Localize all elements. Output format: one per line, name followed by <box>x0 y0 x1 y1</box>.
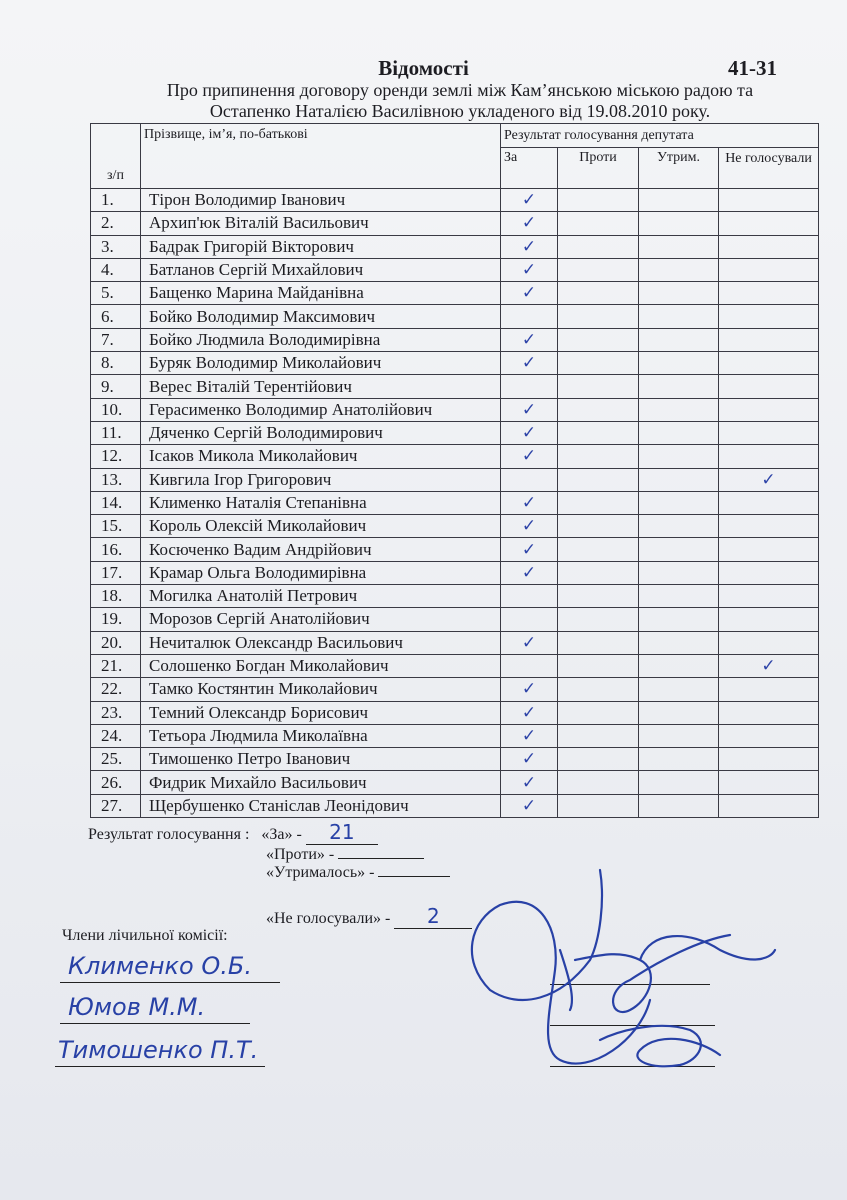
summary-label: Результат голосування : <box>88 826 250 843</box>
summary-not-voted-label: «Не голосували» - <box>266 910 391 927</box>
checkmark-icon: ✓ <box>521 423 537 444</box>
deputy-name: Герасименко Володимир Анатолійович <box>141 398 501 421</box>
row-number: 18. <box>91 585 141 608</box>
deputy-name: Тірон Володимир Іванович <box>141 189 501 212</box>
checkmark-icon: ✓ <box>521 446 537 467</box>
header-number: з/п <box>91 124 141 189</box>
deputy-name: Темний Олександр Борисович <box>141 701 501 724</box>
deputy-name: Бащенко Марина Майданівна <box>141 282 501 305</box>
header-name: Прізвище, ім’я, по-батькові <box>141 124 501 189</box>
checkmark-icon: ✓ <box>521 795 537 816</box>
checkmark-icon: ✓ <box>521 516 537 537</box>
row-number: 9. <box>91 375 141 398</box>
row-number: 6. <box>91 305 141 328</box>
row-number: 11. <box>91 421 141 444</box>
checkmark-icon: ✓ <box>521 353 537 374</box>
checkmark-icon: ✓ <box>521 632 537 653</box>
deputy-name: Бадрак Григорій Вікторович <box>141 235 501 258</box>
row-number: 19. <box>91 608 141 631</box>
committee-label: Члени лічильної комісії: <box>62 927 228 944</box>
header-against: Проти <box>558 148 639 189</box>
row-number: 17. <box>91 561 141 584</box>
deputy-name: Король Олексій Миколайович <box>141 515 501 538</box>
signature-scribble-2 <box>560 935 730 1012</box>
deputy-name: Кивгила Ігор Григорович <box>141 468 501 491</box>
subtitle-line-1: Про припинення договору оренди землі між Кам’янською міською радою та <box>166 80 754 100</box>
row-number: 2. <box>91 212 141 235</box>
document-title: Відомості <box>378 56 469 80</box>
checkmark-icon: ✓ <box>521 260 537 281</box>
row-number: 13. <box>91 468 141 491</box>
deputy-name: Фидрик Михайло Васильович <box>141 771 501 794</box>
row-number: 26. <box>91 771 141 794</box>
row-number: 23. <box>91 701 141 724</box>
deputy-name: Архип'юк Віталій Васильович <box>141 212 501 235</box>
checkmark-icon: ✓ <box>521 679 537 700</box>
checkmark-icon: ✓ <box>521 702 537 723</box>
deputy-name: Нечиталюк Олександр Васильович <box>141 631 501 654</box>
deputy-name: Ісаков Микола Миколайович <box>141 445 501 468</box>
summary-for-value: 21 <box>329 820 355 844</box>
row-number: 25. <box>91 748 141 771</box>
row-number: 12. <box>91 445 141 468</box>
row-number: 27. <box>91 794 141 817</box>
header-for: За <box>501 148 558 189</box>
row-number: 3. <box>91 235 141 258</box>
row-number: 16. <box>91 538 141 561</box>
deputy-name: Солошенко Богдан Миколайович <box>141 654 501 677</box>
deputy-name: Тамко Костянтин Миколайович <box>141 678 501 701</box>
checkmark-icon: ✓ <box>521 562 537 583</box>
deputy-name: Буряк Володимир Миколайович <box>141 352 501 375</box>
checkmark-icon: ✓ <box>521 329 537 350</box>
checkmark-icon: ✓ <box>521 539 537 560</box>
deputy-name: Крамар Ольга Володимирівна <box>141 561 501 584</box>
deputy-name: Косюченко Вадим Андрійович <box>141 538 501 561</box>
checkmark-icon: ✓ <box>521 190 537 211</box>
row-number: 7. <box>91 328 141 351</box>
deputy-name: Тетьора Людмила Миколаївна <box>141 724 501 747</box>
row-number: 10. <box>91 398 141 421</box>
committee-member-2: Юмов М.М. <box>68 993 206 1021</box>
row-number: 5. <box>91 282 141 305</box>
checkmark-icon: ✓ <box>521 725 537 746</box>
checkmark-icon: ✓ <box>521 236 537 257</box>
checkmark-icon: ✓ <box>521 749 537 770</box>
deputy-name: Клименко Наталія Степанівна <box>141 491 501 514</box>
summary-for-label: «За» - <box>261 826 302 843</box>
checkmark-icon: ✓ <box>521 493 537 513</box>
checkmark-icon: ✓ <box>521 213 537 234</box>
summary-against-label: «Проти» - <box>266 846 335 863</box>
committee-member-3: Тимошенко П.Т. <box>58 1036 259 1064</box>
row-number: 22. <box>91 678 141 701</box>
header-abstain: Утрим. <box>639 148 719 189</box>
deputy-name: Бойко Людмила Володимирівна <box>141 328 501 351</box>
deputy-name: Тимошенко Петро Іванович <box>141 748 501 771</box>
checkmark-icon: ✓ <box>521 772 537 793</box>
row-number: 14. <box>91 491 141 514</box>
row-number: 24. <box>91 724 141 747</box>
row-number: 1. <box>91 189 141 212</box>
summary-abstain-label: «Утрималось» - <box>266 864 375 881</box>
deputy-name: Дяченко Сергій Володимирович <box>141 421 501 444</box>
signature-scribble-1 <box>472 870 650 1064</box>
committee-member-1: Клименко О.Б. <box>68 952 252 980</box>
row-number: 4. <box>91 258 141 281</box>
header-result: Результат голосування депутата <box>501 124 819 148</box>
header-not-voted: Не голосували <box>719 148 819 189</box>
checkmark-icon: ✓ <box>521 283 537 304</box>
document-number: 41-31 <box>728 56 777 80</box>
subtitle-line-2: Остапенко Наталією Василівною укладеного від 19.08.2010 року. <box>209 101 711 121</box>
deputy-name: Бойко Володимир Максимович <box>141 305 501 328</box>
row-number: 21. <box>91 654 141 677</box>
row-number: 8. <box>91 352 141 375</box>
checkmark-icon: ✓ <box>761 656 776 677</box>
checkmark-icon: ✓ <box>761 469 776 490</box>
summary-not-voted-value: 2 <box>426 904 440 928</box>
checkmark-icon: ✓ <box>521 399 537 420</box>
row-number: 15. <box>91 515 141 538</box>
deputy-name: Морозов Сергій Анатолійович <box>141 608 501 631</box>
deputy-name: Верес Віталій Терентійович <box>141 375 501 398</box>
row-number: 20. <box>91 631 141 654</box>
deputy-name: Батланов Сергій Михайлович <box>141 258 501 281</box>
deputy-name: Могилка Анатолій Петрович <box>141 585 501 608</box>
deputy-name: Щербушенко Станіслав Леонідович <box>141 794 501 817</box>
